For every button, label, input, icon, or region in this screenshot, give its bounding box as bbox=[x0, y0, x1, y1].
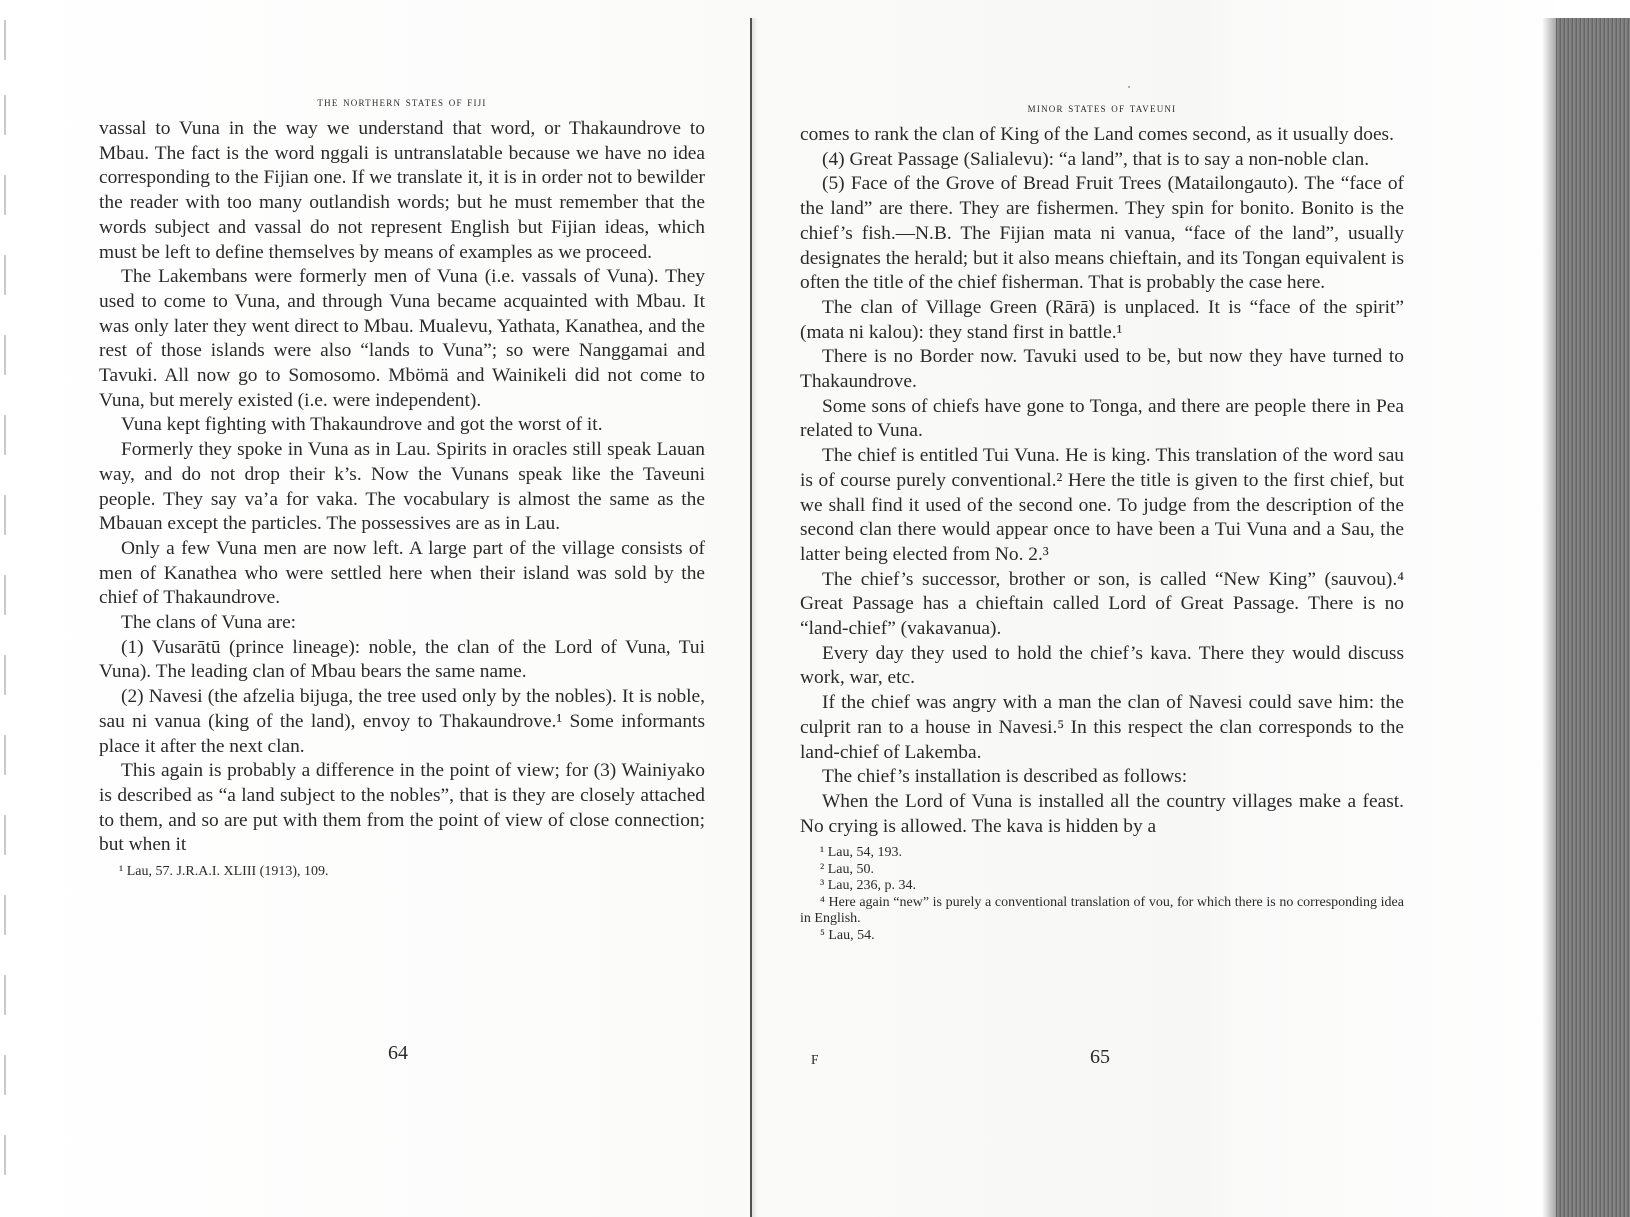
signature-mark: F bbox=[811, 1052, 820, 1067]
left-page-edge bbox=[0, 0, 10, 1217]
page-stack-top bbox=[1556, 0, 1630, 18]
right-running-head: minor states of taveuni bbox=[1027, 100, 1177, 115]
right-paragraph: The chief’s installation is described as follows: bbox=[822, 766, 1188, 788]
left-paragraph: Formerly they spoke in Vuna as in Lau. Spirits in oracles still speak Lauan way, and do not drop their k’s. Now the Vunans speak like the Taveuni people. They say va’a for vaka. The vocabulary is almost the same as the Mbauan except the particles. The possessives are as in Lau. bbox=[99, 439, 705, 535]
left-page-number: 64 bbox=[388, 1042, 408, 1064]
footnote: ¹ Lau, 57. J.R.A.I. XLIII (1913), 109. bbox=[119, 864, 329, 880]
right-paragraph: If the chief was angry with a man the clan of Navesi could save him: the culprit ran to a house in Navesi.⁵ In this respect the clan corresponds to the land-chief of Lakemba. bbox=[800, 692, 1404, 763]
footnote: ⁴ Here again “new” is purely a conventional translation of vou, for which there is no corresponding idea in English. bbox=[800, 894, 1404, 927]
left-paragraph: (2) Navesi (the afzelia bijuga, the tree used only by the nobles). It is noble, sau ni vanua (king of the land), envoy to Thakaundrove.¹ Some informants place it after the next clan. bbox=[99, 686, 705, 757]
right-paragraph: (5) Face of the Grove of Bread Fruit Trees (Matailongauto). The “face of the land” are there. They are fishermen. They spin for bonito. Bonito is the chief’s fish.—N.B. The Fijian mata ni vanua, “face of the land”, usually designates the herald; but it also means chieftain, and its Tongan equivalent is often the title of the chief fisherman. That is probably the case here. bbox=[800, 173, 1404, 294]
right-page bbox=[800, 98, 1404, 944]
right-paragraph: There is no Border now. Tavuki used to be, but now they have turned to Thakaundrove. bbox=[800, 346, 1404, 393]
right-page-number: 65 bbox=[1090, 1046, 1110, 1068]
left-running-head: the northern states of fiji bbox=[317, 94, 487, 109]
gutter-shadow bbox=[752, 18, 758, 1217]
left-paragraph: This again is probably a difference in the point of view; for (3) Wainiyako is described as “a land subject to the nobles”, that is they are closely attached to them, and so are put with them from the point of view of close connection; but when it bbox=[99, 760, 705, 856]
right-paragraph: (4) Great Passage (Salialevu): “a land”, that is to say a non-noble clan. bbox=[822, 148, 1370, 170]
footnote: ² Lau, 50. bbox=[820, 861, 874, 877]
left-page bbox=[99, 92, 705, 881]
right-footnotes bbox=[800, 845, 1404, 944]
left-footnotes bbox=[99, 864, 705, 881]
right-paragraph: Every day they used to hold the chief’s kava. There they would discuss work, war, etc. bbox=[800, 642, 1404, 689]
left-paragraph: The Lakembans were formerly men of Vuna (i.e. vassals of Vuna). They used to come to Vuna, and through Vuna became acquainted with Mbau. It was only later they went direct to Mbau. Mualevu, Yathata, Kanathea, and the rest of those islands were also “lands to Vuna”; so were Nanggamai and Tavuki. All now go to Somosomo. Mbömä and Wainikeli did not come to Vuna, but merely existed (i.e. were independent). bbox=[99, 266, 705, 411]
left-paragraph: The clans of Vuna are: bbox=[121, 612, 297, 634]
left-paragraph: Only a few Vuna men are now left. A large part of the village consists of men of Kanathea who were settled here when their island was sold by the chief of Thakaundrove. bbox=[99, 537, 705, 609]
right-paragraph: The clan of Village Green (Rārā) is unplaced. It is “face of the spirit” (mata ni kalou): they stand first in battle.¹ bbox=[800, 296, 1404, 343]
footnote: ³ Lau, 236, p. 34. bbox=[820, 878, 916, 894]
right-body-text bbox=[800, 123, 1404, 839]
left-paragraph: (1) Vusarātū (prince lineage): noble, the clan of the Lord of Vuna, Tui Vuna). The leading clan of Mbau bears the same name. bbox=[99, 636, 705, 683]
right-paragraph: The chief’s successor, brother or son, is called “New King” (sauvou).⁴ Great Passage has a chieftain called Lord of Great Passage. There is no “land-chief” (vakavanua). bbox=[800, 568, 1404, 640]
page-edges-stack bbox=[1556, 18, 1630, 1217]
footnote: ⁵ Lau, 54. bbox=[820, 927, 875, 943]
left-paragraph: Vuna kept fighting with Thakaundrove and got the worst of it. bbox=[121, 414, 603, 436]
left-paragraph: vassal to Vuna in the way we understand that word, or Thakaundrove to Mbau. The fact is the word nggali is untranslatable because we have no idea corresponding to the Fijian one. If we translate it, it is in order not to bewilder the reader with too many outlandish words; but he must remember that the words subject and vassal do not represent English but Fijian ideas, which must be left to define themselves by means of examples as we proceed. bbox=[99, 118, 705, 263]
right-paragraph: comes to rank the clan of King of the Land comes second, as it usually does. bbox=[800, 124, 1394, 145]
right-paragraph: The chief is entitled Tui Vuna. He is king. This translation of the word sau is of course purely conventional.² Here the title is given to the first chief, but we shall find it used of the second one. To judge from the description of the second clan there would appear once to have been a Tui Vuna and a Sau, the latter being elected from No. 2.³ bbox=[800, 445, 1404, 565]
right-paragraph: Some sons of chiefs have gone to Tonga, and there are people there in Pea related to Vuna. bbox=[800, 395, 1404, 442]
print-speck bbox=[1128, 86, 1130, 88]
left-body-text bbox=[99, 117, 705, 858]
right-paragraph: When the Lord of Vuna is installed all the country villages make a feast. No crying is allowed. The kava is hidden by a bbox=[800, 790, 1404, 837]
footnote: ¹ Lau, 54, 193. bbox=[820, 845, 902, 861]
